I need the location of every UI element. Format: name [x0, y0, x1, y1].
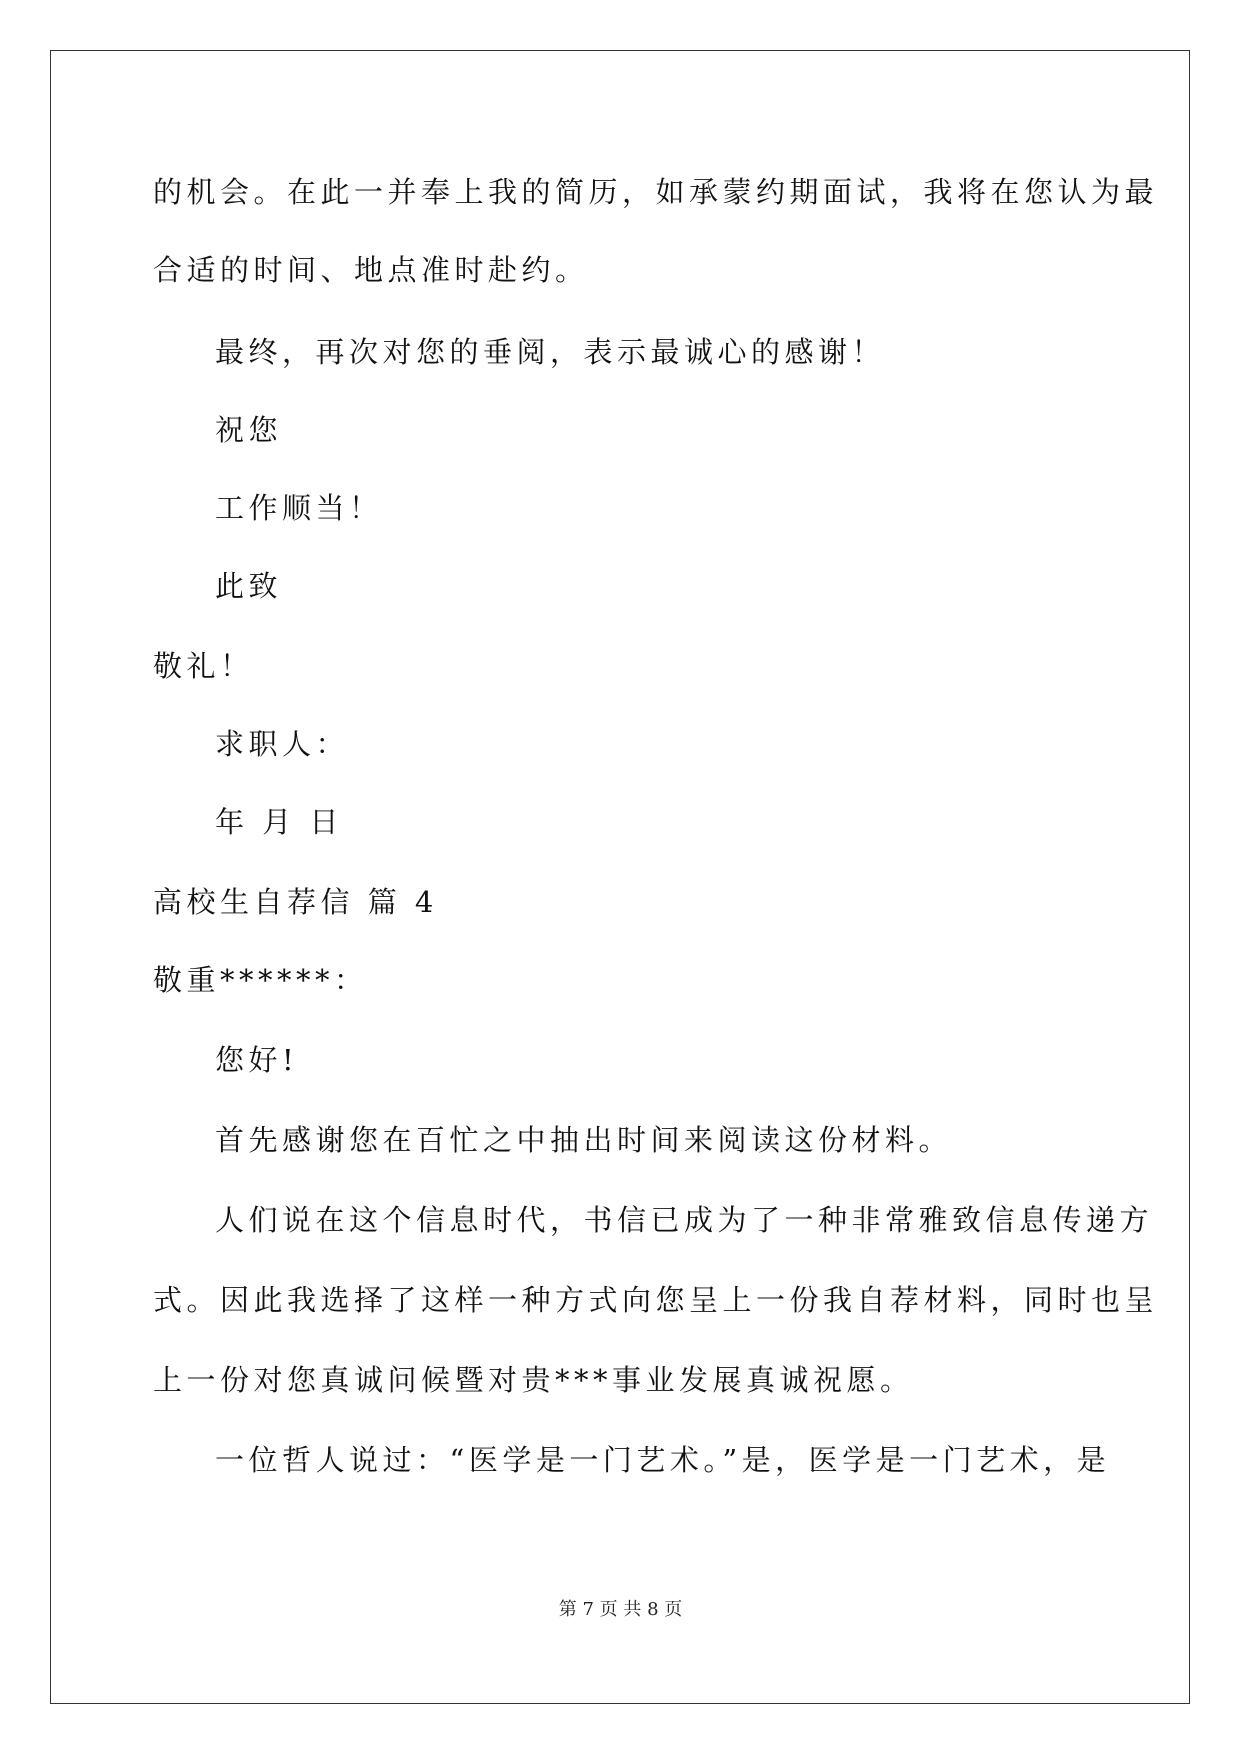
body-paragraph-2-line-2: 式。因此我选择了这样一种方式向您呈上一份我自荐材料，同时也呈 [153, 1283, 1159, 1317]
body-paragraph-1: 首先感谢您在百忙之中抽出时间来阅读这份材料。 [215, 1123, 953, 1157]
salutation-line-1: 此致 [215, 569, 283, 603]
wish-line-2: 工作顺当！ [215, 491, 383, 525]
date-line: 年 月 日 [215, 805, 343, 839]
page-number-footer: 第 7 页 共 8 页 [558, 1599, 683, 1620]
body-paragraph-3-line-1: 一位哲人说过：“医学是一门艺术。”是，医学是一门艺术，是 [215, 1443, 1111, 1477]
salutation-line-2: 敬礼！ [153, 649, 254, 683]
wish-line-1: 祝您 [215, 413, 283, 447]
closing-thanks: 最终，再次对您的垂阅，表示最诚心的感谢！ [215, 335, 886, 369]
body-line-1: 的机会。在此一并奉上我的简历，如承蒙约期面试，我将在您认为最 [153, 175, 1159, 209]
body-paragraph-2-line-1: 人们说在这个信息时代，书信已成为了一种非常雅致信息传递方 [215, 1203, 1154, 1237]
body-line-2: 合适的时间、地点准时赴约。 [153, 253, 589, 287]
greeting-recipient: 敬重******： [153, 963, 368, 997]
section-title: 高校生自荐信 篇 4 [153, 885, 438, 919]
greeting-hello: 您好! [215, 1043, 299, 1077]
applicant-label: 求职人： [215, 727, 350, 761]
body-paragraph-2-line-3: 上一份对您真诚问候暨对贵***事业发展真诚祝愿。 [153, 1363, 914, 1397]
